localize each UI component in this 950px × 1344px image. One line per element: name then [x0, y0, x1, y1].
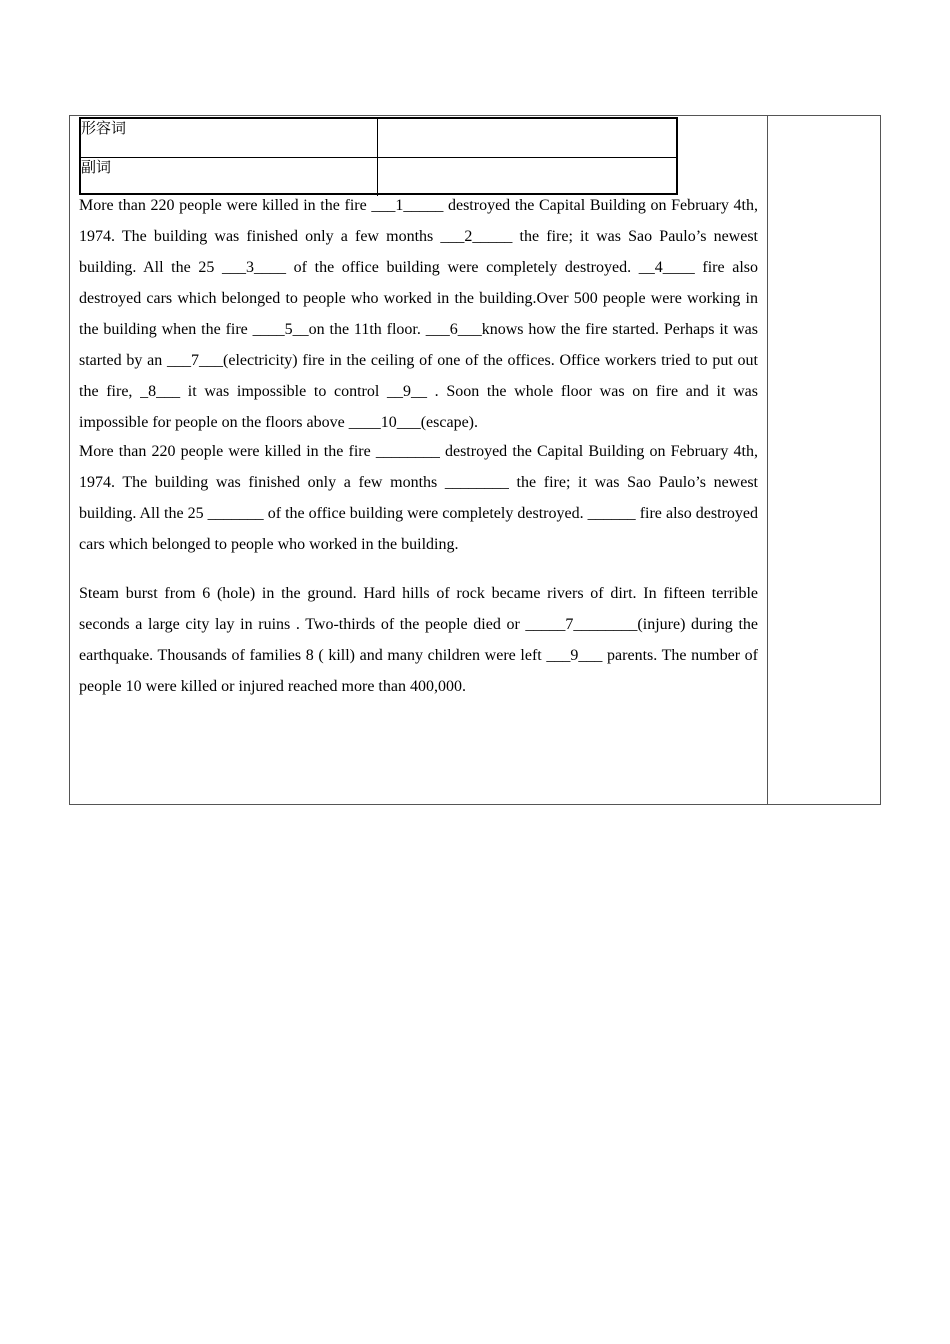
worksheet-table: [69, 115, 881, 805]
vocab-table: [79, 117, 678, 195]
vocab-label-adverb: 副词: [81, 158, 378, 196]
vocab-row-adjective: [81, 119, 676, 157]
passage-fire-blanks: More than 220 people were killed in the fire ________ destroyed the Capital Building on February 4th, 1974. The building was finished only a few months ________ the fire; it was Sao Paulo’s newest building. All the 25 _______ of the office building were completely destroyed. ______ fire also destroyed cars which belonged to people who worked in the building.: [79, 443, 758, 553]
vocab-label-adjective: 形容词: [81, 119, 378, 157]
passage-earthquake-cloze: Steam burst from 6 (hole) in the ground. Hard hills of rock became rivers of dirt. In fifteen terrible seconds a large city lay in ruins . Two-thirds of the people died or _____7________(injure) during the earthquake. Thousands of families 8 ( kill) and many children were left ___9___ parents. The number of people 10 were killed or injured reached more than 400,000.: [79, 585, 758, 695]
passage-fire-cloze: More than 220 people were killed in the fire ___1_____ destroyed the Capital Building on February 4th, 1974. The building was finished only a few months ___2_____ the fire; it was Sao Paulo’s newest building. All the 25 ___3____ of the office building were completely destroyed. __4____ fire also destroyed cars which belonged to people who worked in the building.Over 500 people were working in the building when the fire ____5__on the 11th floor. ___6___knows how the fire started. Perhaps it was started by an ___7___(electricity) fire in the ceiling of one of the offices. Office workers tried to put out the fire, _8___ it was impossible to control __9__ . Soon the whole floor was on fire and it was impossible for people on the floors above ____10___(escape).: [79, 197, 758, 431]
side-column-divider: [767, 116, 768, 804]
vocab-value-adjective: [379, 119, 676, 157]
